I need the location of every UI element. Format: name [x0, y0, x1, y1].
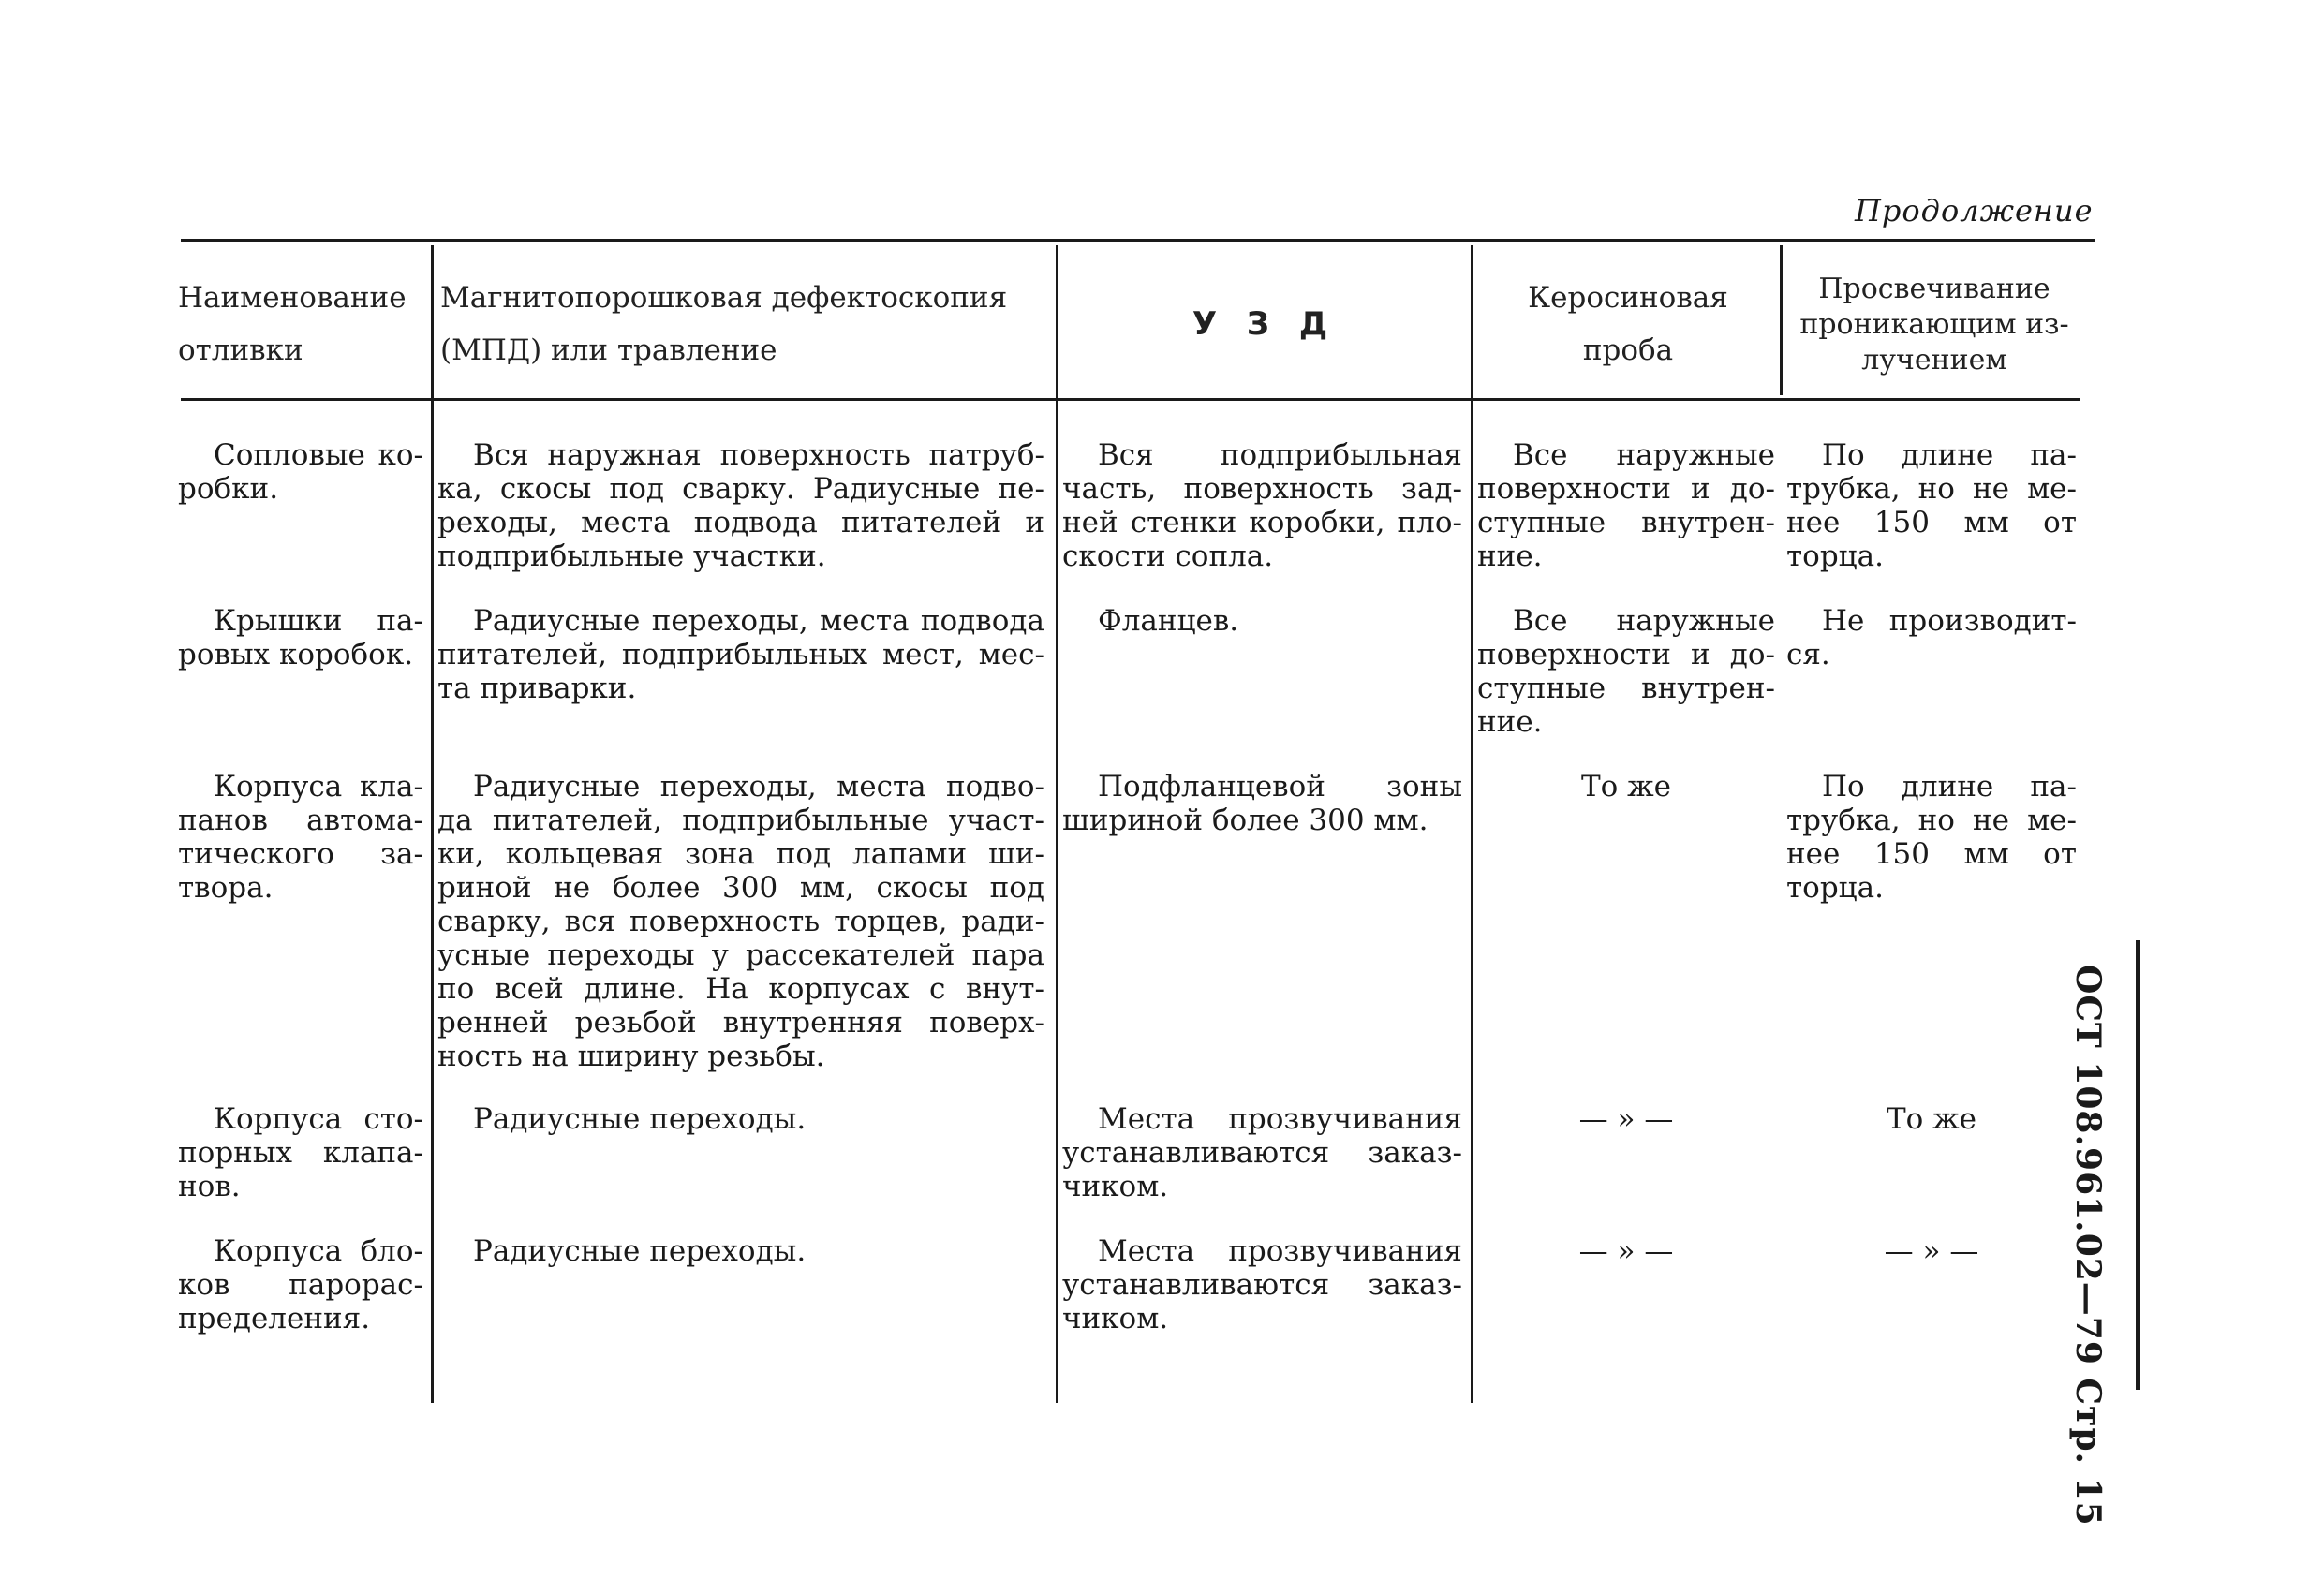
row1-name: Сопловые ко-робки.	[178, 438, 423, 506]
header-kerosene	[1478, 272, 1778, 376]
row1-mpd: Вся наружная поверхность патруб-ка, скосы под сварку. Радиусные пе-реходы, места подвода питателей и подприбыльные участки.	[437, 438, 1044, 573]
row2-kerosene: Все наружные поверхности и до-ступные внутрен-ние.	[1477, 604, 1775, 739]
header-xray-line1: Просвечивание	[1818, 273, 2050, 305]
row4-name: Корпуса сто-порных клапа-нов.	[178, 1102, 423, 1203]
row1-kerosene: Все наружные поверхности и до-ступные внутрен-ние.	[1477, 438, 1775, 573]
row3-kerosene: То же	[1580, 770, 1672, 804]
row4-kerosene: — » —	[1578, 1102, 1674, 1136]
side-code	[2068, 965, 2138, 1527]
row2-name: Крышки па-ровых коробок.	[178, 604, 423, 671]
header-mpd	[440, 272, 1049, 376]
header-uzd-text: У З Д	[1192, 305, 1338, 343]
header-mpd-line1: Магнитопорошковая дефектоскопия	[440, 281, 1008, 315]
row4-xray: То же	[1886, 1102, 1977, 1136]
header-xray	[1784, 272, 2084, 378]
row4-mpd: Радиусные переходы.	[473, 1102, 807, 1136]
side-code-text: ОСТ 108.961.02—79 Стр. 15	[2068, 965, 2108, 1527]
header-name-line1: Наименование	[178, 281, 407, 315]
row5-xray: — » —	[1884, 1234, 1979, 1268]
column-divider-2	[1056, 245, 1058, 1403]
row3-xray: По длине па-трубка, но не ме-нее 150 мм от торца.	[1786, 770, 2077, 905]
header-mpd-line2: (МПД) или травление	[440, 333, 777, 367]
header-name	[178, 272, 422, 376]
row5-uzd: Места прозвучивания устанавливаются заказ-чиком.	[1062, 1234, 1462, 1335]
row5-kerosene: — » —	[1578, 1234, 1674, 1268]
table-header-rule	[181, 398, 2080, 401]
row4-uzd: Места прозвучивания устанавливаются заказ-чиком.	[1062, 1102, 1462, 1203]
column-divider-4	[1780, 245, 1783, 395]
row3-mpd: Радиусные переходы, места подво-да питателей, подприбыльные участ-ки, кольцевая зона под лапами ши-риной не более 300 мм, скосы под сварку, вся поверхность торцев, ради-усные переходы у рассекателей пара по всей длине. На корпусах с внут-ренней резьбой внутренняя поверх-ность на ширину резьбы.	[437, 770, 1044, 1073]
column-divider-3	[1471, 245, 1473, 1403]
row1-uzd: Вся подприбыльная часть, поверхность зад-ней стенки коробки, пло-скости сопла.	[1062, 438, 1462, 573]
row3-uzd: Подфланцевой зоны шириной более 300 мм.	[1062, 770, 1462, 837]
header-xray-line3: лучением	[1861, 344, 2007, 376]
header-name-line2: отливки	[178, 333, 303, 367]
row2-uzd: Фланцев.	[1098, 604, 1239, 638]
row5-name: Корпуса бло-ков парорас-пределения.	[178, 1234, 423, 1335]
column-divider-1	[431, 245, 434, 1403]
header-uzd	[1063, 302, 1466, 347]
header-kerosene-line2: проба	[1582, 333, 1674, 367]
row2-mpd: Радиусные переходы, места подвода питателей, подприбыльных мест, мес-та приварки.	[437, 604, 1044, 705]
row5-mpd: Радиусные переходы.	[473, 1234, 807, 1268]
row3-name: Корпуса кла-панов автома-тического за-твора.	[178, 770, 423, 905]
row2-xray: Не производит-ся.	[1786, 604, 2077, 671]
header-kerosene-line1: Керосиновая	[1528, 281, 1728, 315]
header-xray-line2: проникающим из-	[1799, 308, 2069, 341]
row1-xray: По длине па-трубка, но не ме-нее 150 мм от торца.	[1786, 438, 2077, 573]
continuation-label: Продолжение	[1855, 193, 2094, 229]
table-top-rule	[181, 239, 2095, 242]
